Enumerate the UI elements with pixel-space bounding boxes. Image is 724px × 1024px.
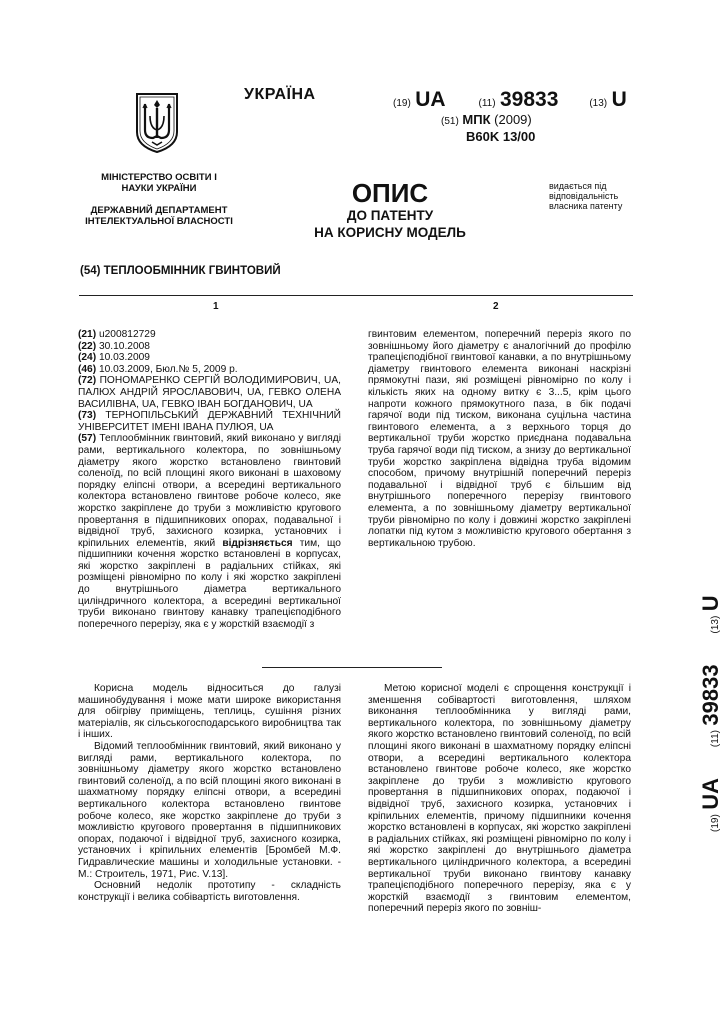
department-name: ДЕРЖАВНИЙ ДЕПАРТАМЕНТ ІНТЕЛЕКТУАЛЬНОЇ ВЛАСНОСТІ: [85, 205, 233, 227]
coat-of-arms-icon: [134, 92, 180, 154]
claim-continuation: гвинтовим елементом, поперечний переріз якого по зовнішньому його діаметру є аналогічний до профілю трапецієподібної гвинтової канавки, а по внутрішньому діаметру гвинтового елемента виконані наскрізні прямокутні пази, які розміщені рівномірно по колу і кількість яких на одному витку є 3...5, крім цього напроти кожного прямокутного паза, в бік подачі гарячої води під тиском, виконана суцільна частина гвинтового елемента, а з верхнього торця до вертикальної труби жорстко приєднана подавальна труба гарячої води під тиском, а знизу до вертикальної труби жорстко закріплена відвідна труба відомим способом, причому внутрішній поперечний переріз подавальної і відвідної труб є більшим від внутрішнього поперечного перерізу гвинтового елемента, а по зовнішньому діаметру вертикальної труби рівномірно по колу і довжині жорстко закріплені лопатки під кутом з можливістю кругового обертання з вертикальною трубою.: [368, 329, 631, 549]
field-57-claim: (57) Теплообмінник гвинтовий, який виконано у вигляді рами, вертикального колектора, по зовнішньому діаметру якого жорстко встановлено гвинтовий соленоїд, по всій площині якого виконані в шаховому порядку еліпсні отвори, а всередині вертикального колектора встановлено гвинтове робоче колесо, яке жорстко закріплене до труби з можливістю кругового провертання в підшипникових опорах, подавальної і відвідної труб, захисного козирка, установчих і кріпильних елементів, який відрізняється тим, що підшипники кочення жорстко встановлені в корпусах, які жорстко закріплені в радіальних стійках, які розміщені рівномірно по колу і які жорстко закріплені до внутрішнього діаметра вертикального циліндричного колектора, а всередині вертикальної труби виконано гвинтову канавку трапецієподібного поперечного перерізу, яка є у жорсткій взаємодії з: [78, 433, 341, 630]
patent-number: 39833: [500, 88, 559, 111]
biblio-column: [78, 329, 341, 630]
code19-label: (19): [393, 98, 411, 109]
column-number-1: 1: [213, 301, 219, 312]
description-column-left: [78, 683, 341, 903]
invention-title-line: [80, 265, 281, 277]
field-21: (21) u200812729: [78, 329, 156, 340]
invention-title: ТЕПЛООБМІННИК ГВИНТОВИЙ: [103, 265, 281, 277]
claim-continuation-column: [368, 329, 631, 549]
kind-code: U: [611, 88, 627, 111]
side-publication-stamp: (19) UA (11) 39833 (13) U: [698, 595, 723, 832]
column-number-2: 2: [493, 301, 499, 312]
field-22: (22) 30.10.2008: [78, 340, 150, 352]
invention-label: (54): [80, 265, 101, 277]
country-code: UA: [415, 88, 446, 111]
document-title: ОПИС: [351, 178, 429, 208]
field-73-owner: (73) ТЕРНОПІЛЬСЬКИЙ ДЕРЖАВНИЙ ТЕХНІЧНИЙ УНІВЕРСИТЕТ ІМЕНІ ІВАНА ПУЛЮЯ, UA: [78, 410, 341, 433]
description-paragraph: Корисна модель відноситься до галузі машинобудування і може мати широке використання для обігріву приміщень, теплиць, сушіння різних матеріалів, як сільськогосподарського виробництва так і інших.: [78, 683, 341, 741]
country-name: УКРАЇНА: [244, 86, 316, 103]
document-subtitle-1: ДО ПАТЕНТУ: [346, 208, 434, 223]
description-paragraph: Метою корисної моделі є спрощення конструкції і зменшення собівартості виготовлення, шляхом виконання теплообмінника у вигляді рами, вертикального колектора, по зовнішньому діаметру якого жорстко встановлено гвинтовий соленоїд, по всій площині якого виконані в шахматному порядку еліпсні отвори, а всередині вертикального колектора встановлено гвинтове робоче колесо, яке жорстко закріплене до труби з можливістю кругового провертання в підшипникових опорах, подаючої і відвідної труб, захисного козирка, установчих і кріпильних елементів, причому підшипники кочення жорстко встановлені в корпусах, які жорстко закріплені в радіальних стійках, які розміщені рівномірно по колу і які жорстко закріплені до внутрішнього діаметра вертикального циліндричного колектора, а всередині вертикальної труби виконано гвинтову канавку трапецієподібного поперечного перерізу, яка є у жорсткій взаємодії з гвинтовим елементом, поперечний переріз якого по зовніш-: [368, 683, 631, 915]
document-subtitle-2: НА КОРИСНУ МОДЕЛЬ: [314, 225, 466, 240]
ipc-year: (2009): [494, 112, 532, 127]
ipc-label: (51): [441, 116, 459, 127]
code13-label: (13): [589, 98, 608, 109]
description-paragraph: Основний недолік прототипу - складність конструкції і велика собівартість виготовлення.: [78, 880, 341, 903]
header-divider: [79, 295, 633, 296]
ministry-name: МІНІСТЕРСТВО ОСВІТИ І НАУКИ УКРАЇНИ: [101, 172, 217, 194]
description-column-right: [368, 683, 631, 915]
description-paragraph: Відомий теплообмінник гвинтовий, який виконано у вигляді рами, вертикального колектора, по зовнішньому діаметру якого жорстко встановлено гвинтовий соленоїд, а по всій площині якого виконані в шахматному порядку еліпсні отвори, а всередині вертикального колектора встановлено гвинтове робоче колесо, яке жорстко закріплене до труби з можливістю кругового провертання в підшипникових опорах, подаючої і відвідної труб, захисного козирка, установчих і кріпильних елементів [Бромбей М.Ф. Гидравлические машины и холодильные установки. - М.: Строитель, 1971, Рис. V.13].: [78, 740, 341, 880]
publication-number-line: [393, 88, 627, 112]
ipc-line: [441, 112, 532, 127]
field-46: (46) 10.03.2009, Бюл.№ 5, 2009 р.: [78, 363, 238, 375]
ipc-code: B60K 13/00: [466, 129, 536, 144]
code11-label: (11): [478, 98, 496, 109]
field-72-inventors: (72) ПОНОМАРЕНКО СЕРГІЙ ВОЛОДИМИРОВИЧ, UA, ПАЛЮХ АНДРІЙ ЯРОСЛАВОВИЧ, UA, ГЕВКО ОЛЕНА ВАСИЛІВНА, UA, ГЕВКО ІВАН БОГДАНОВИЧ, UA: [78, 375, 341, 410]
issued-note: видається під відповідальність власника патенту: [549, 181, 623, 211]
field-24: (24) 10.03.2009: [78, 352, 150, 364]
claim-divider: [262, 667, 442, 668]
ipc-text: МПК: [462, 112, 491, 127]
